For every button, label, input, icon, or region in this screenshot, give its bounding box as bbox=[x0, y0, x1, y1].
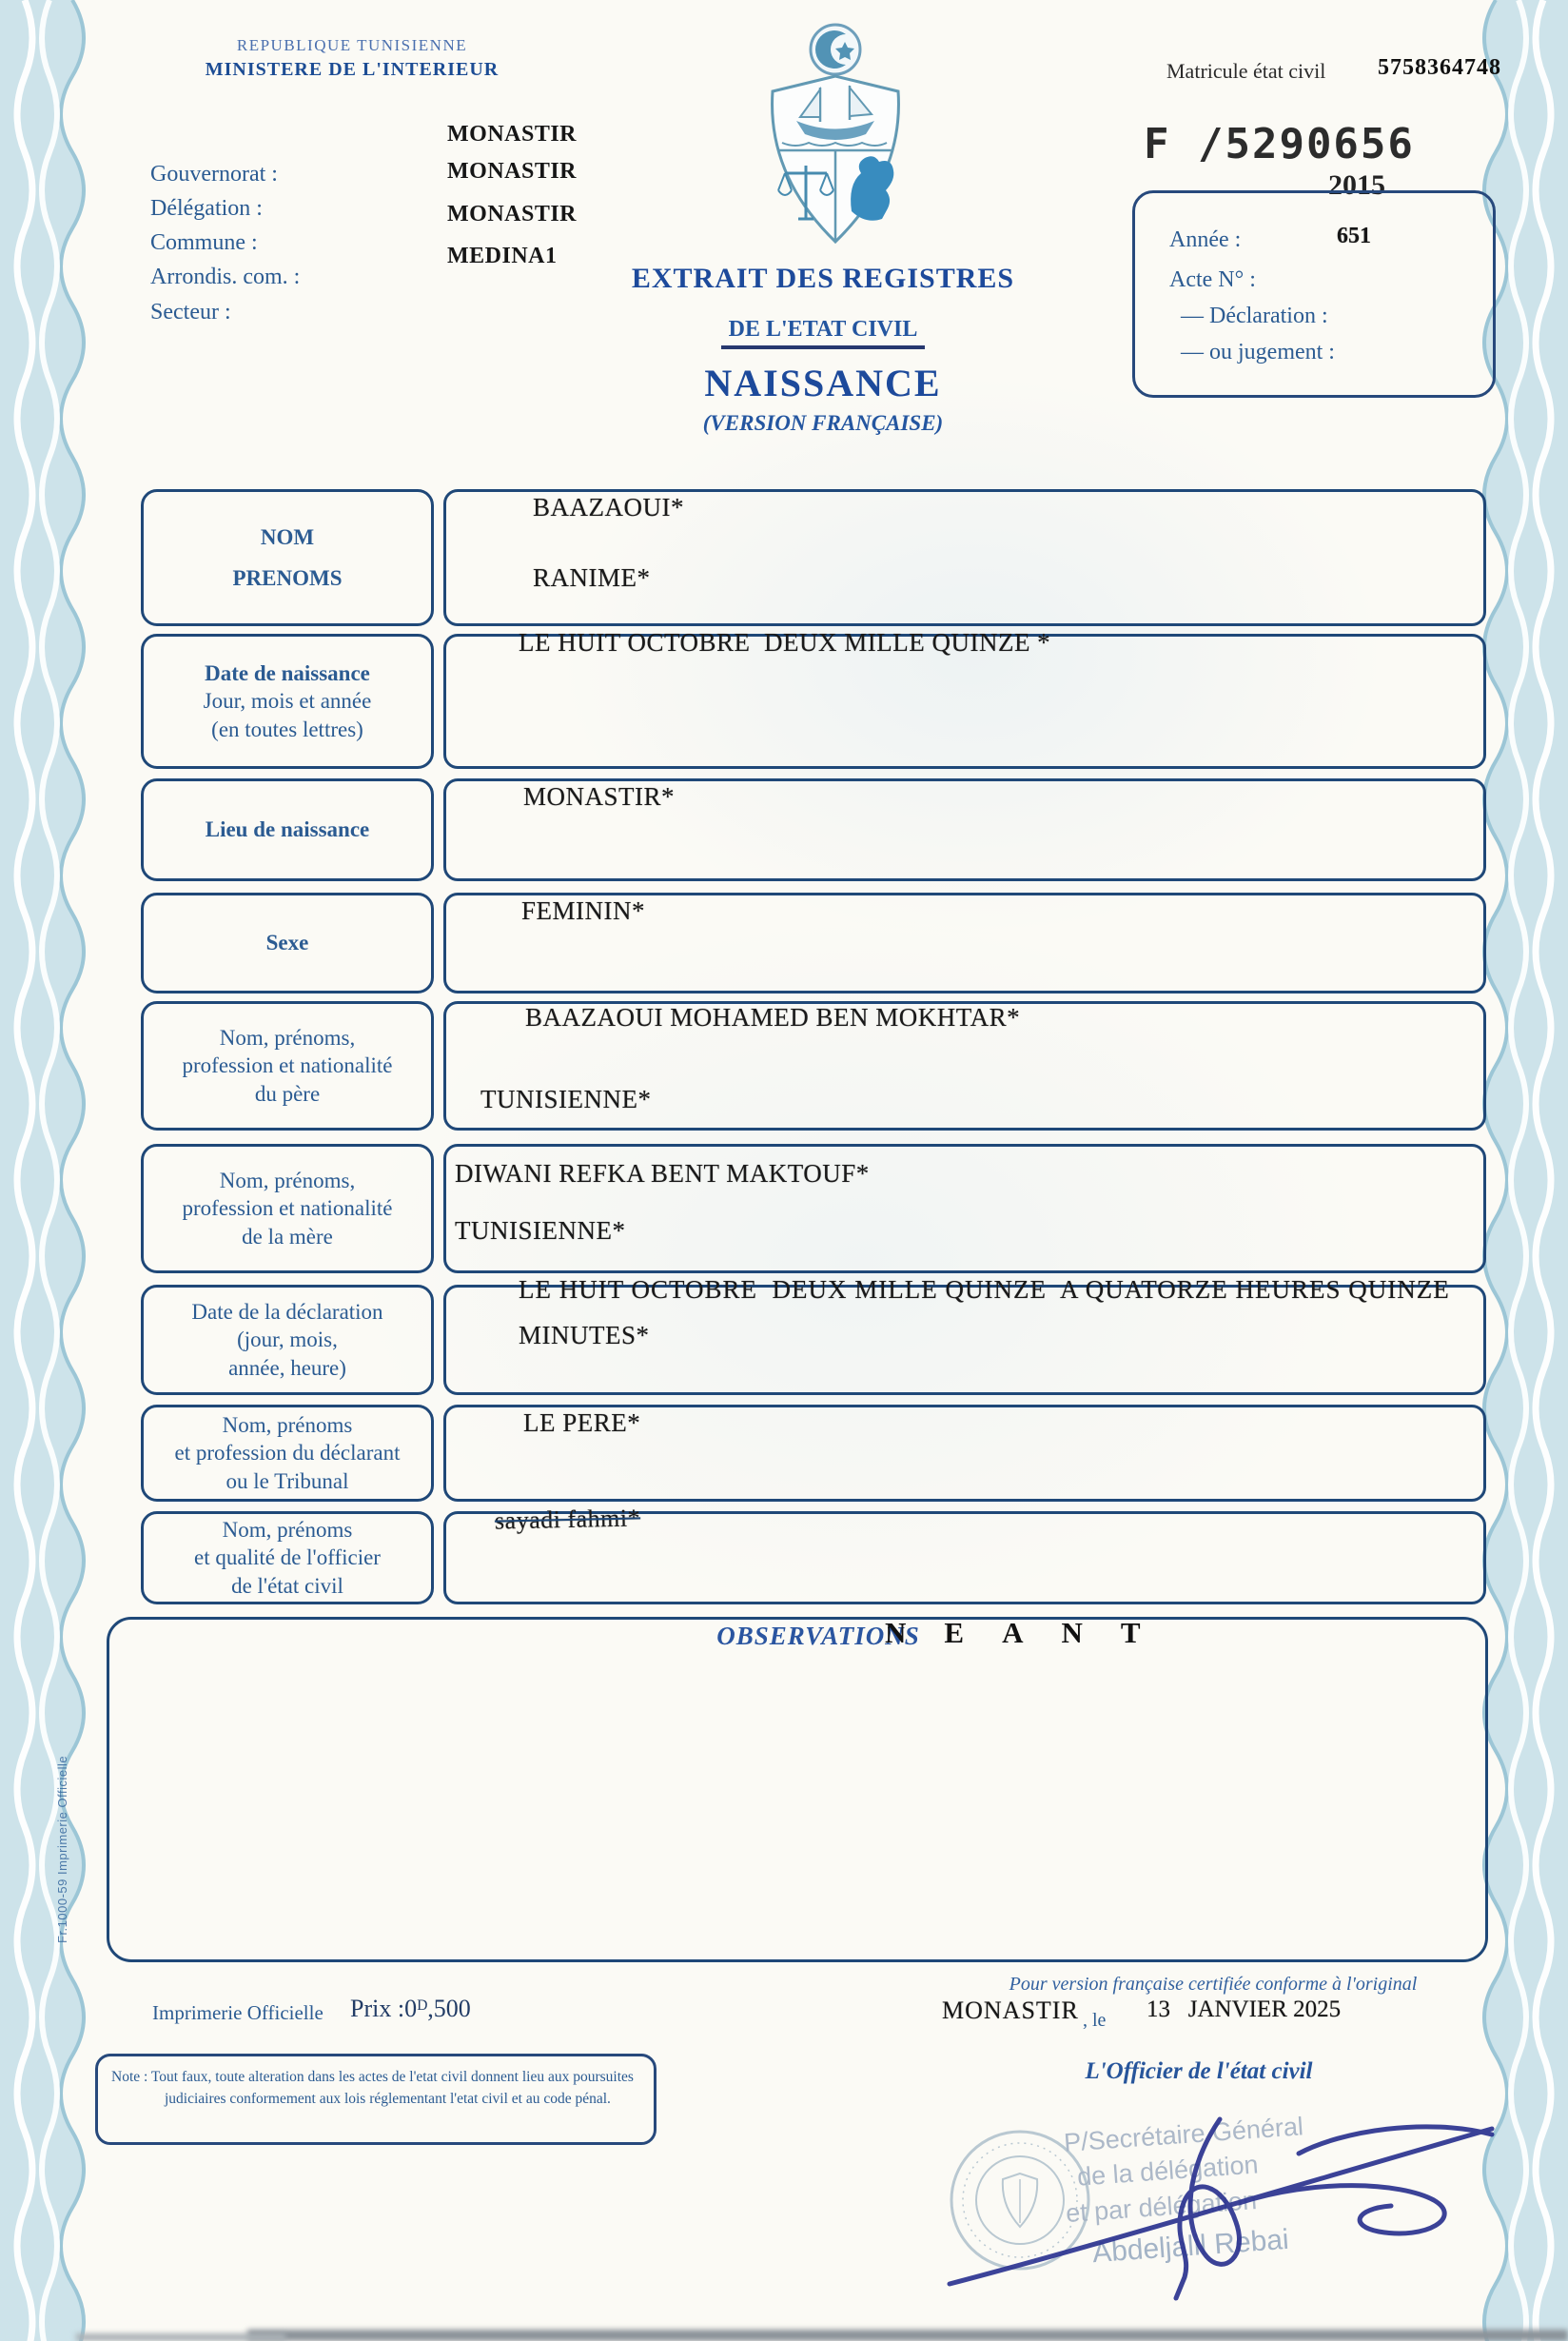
label-line: du père bbox=[254, 1081, 321, 1106]
certification-note: Pour version française certifiée conforme à l'original bbox=[1009, 1974, 1418, 1995]
stamped-value-date-naissance: LE HUIT OCTOBRE DEUX MILLE QUINZE * bbox=[519, 628, 1051, 657]
officer-title: L'Officier de l'état civil bbox=[1085, 2058, 1313, 2084]
delegation-value: MONASTIR bbox=[447, 159, 578, 184]
label-line: Nom, prénoms, bbox=[219, 1168, 356, 1192]
stamped-value-date-declaration-2: MINUTES* bbox=[519, 1321, 650, 1349]
field-label-date-declaration bbox=[141, 1285, 434, 1395]
label-line: Nom, prénoms bbox=[222, 1412, 353, 1437]
label-line: Date de naissance bbox=[205, 660, 370, 685]
label-line: Lieu de naissance bbox=[205, 817, 370, 842]
place-stamp: MONASTIR bbox=[942, 1997, 1079, 2024]
document-title-block bbox=[542, 263, 1104, 436]
arrondissement-label: Arrondis. com. : bbox=[150, 265, 301, 289]
scan-edge-artifact bbox=[76, 2333, 285, 2341]
label-line: profession et nationalité bbox=[182, 1196, 393, 1221]
legal-note-text: Note : Tout faux, toute alteration dans les actes de l'etat civil donnent lieu aux poursuites judiciaires conformement aux lois réglementant l'etat civil et au code pénal. bbox=[111, 2069, 634, 2108]
stamped-value-mere-nationalite: TUNISIENNE* bbox=[455, 1216, 626, 1245]
commune-value: MONASTIR bbox=[447, 202, 578, 226]
label-line: (en toutes lettres) bbox=[211, 717, 363, 741]
title-act-type: NAISSANCE bbox=[704, 362, 942, 404]
label-line: année, heure) bbox=[228, 1355, 346, 1380]
stamped-value-mere-nom: DIWANI REFKA BENT MAKTOUF* bbox=[455, 1159, 870, 1188]
stamped-value-date-declaration-1: LE HUIT OCTOBRE DEUX MILLE QUINZE A QUATORZE HEURES QUINZE bbox=[519, 1275, 1450, 1304]
acte-number-label: Acte N° : bbox=[1169, 267, 1256, 292]
stamp-text-line: P/Secrétaire Général bbox=[1063, 2112, 1304, 2157]
ministry-title: MINISTERE DE L'INTERIEUR bbox=[205, 59, 500, 80]
le-label: , le bbox=[1083, 2010, 1107, 2031]
serial-number-stamp: F /5290656 bbox=[1144, 120, 1415, 168]
field-label-declarant bbox=[141, 1405, 434, 1502]
label-line: Date de la déclaration bbox=[191, 1299, 383, 1324]
secteur-label: Secteur : bbox=[150, 300, 231, 325]
label-line: profession et nationalité bbox=[182, 1053, 393, 1078]
label-line: et qualité de l'officier bbox=[194, 1545, 381, 1570]
field-label-lieu-naissance bbox=[141, 778, 434, 881]
jugement-label: — ou jugement : bbox=[1181, 340, 1335, 364]
acte-number-box bbox=[1132, 190, 1496, 398]
matricule-label: Matricule état civil bbox=[1166, 59, 1326, 83]
republic-title: REPUBLIQUE TUNISIENNE bbox=[236, 36, 468, 54]
tunisia-coat-of-arms-icon bbox=[754, 23, 915, 246]
stamped-value-pere-nationalite: TUNISIENNE* bbox=[480, 1085, 652, 1113]
gouvernorat-label: Gouvernorat : bbox=[150, 162, 278, 187]
stamp-text-line: et par délégation bbox=[1065, 2186, 1258, 2228]
stamped-value-officier: sayadi fahmi* bbox=[494, 1504, 641, 1535]
field-label-sexe bbox=[141, 893, 434, 993]
annee-value: 651 bbox=[1337, 224, 1371, 248]
delegation-label: Délégation : bbox=[150, 196, 263, 221]
stamped-value-lieu-naissance: MONASTIR* bbox=[523, 782, 676, 811]
label-line: de l'état civil bbox=[231, 1573, 343, 1598]
label-line: Sexe bbox=[265, 931, 309, 955]
label-line: de la mère bbox=[242, 1224, 333, 1249]
field-label-pere bbox=[141, 1001, 434, 1131]
neant-stamp: NEANT bbox=[885, 1616, 1179, 1649]
serial-year-stamp: 2015 bbox=[1328, 169, 1385, 201]
observations-heading: OBSERVATIONS bbox=[716, 1622, 920, 1650]
commune-label: Commune : bbox=[150, 230, 258, 255]
legal-note-box bbox=[95, 2054, 657, 2145]
printer-side-code: Fr.1000-59 Imprimerie Officielle bbox=[55, 1755, 69, 1943]
handwritten-signature-icon bbox=[932, 2089, 1503, 2317]
label-line: (jour, mois, bbox=[237, 1328, 338, 1352]
label-line: ou le Tribunal bbox=[225, 1468, 349, 1493]
matricule-value: 5758364748 bbox=[1378, 55, 1501, 80]
label-line: PRENOMS bbox=[232, 566, 343, 590]
field-label-date-naissance bbox=[141, 634, 434, 769]
arrondissement-value: MEDINA1 bbox=[447, 244, 558, 268]
field-label-nom-prenoms bbox=[141, 489, 434, 626]
stamped-value-pere-nom: BAAZAOUI MOHAMED BEN MOKHTAR* bbox=[525, 1003, 1021, 1032]
label-line: Nom, prénoms, bbox=[219, 1025, 356, 1050]
stamp-signatory-name: Abdeljalil Rebai bbox=[1091, 2223, 1290, 2270]
label-line: Nom, prénoms bbox=[222, 1517, 353, 1542]
scan-edge-artifact bbox=[247, 2330, 1568, 2341]
stamp-text-line: de la délégation bbox=[1076, 2150, 1260, 2192]
stamped-value-declarant: LE PERE* bbox=[523, 1408, 641, 1437]
gouvernorat-value: MONASTIR bbox=[447, 122, 578, 147]
title-registry: EXTRAIT DES REGISTRES bbox=[631, 263, 1015, 294]
stamped-value-prenoms: RANIME* bbox=[533, 563, 651, 592]
stamped-value-sexe: FEMININ* bbox=[521, 896, 645, 925]
price-label: Prix :0ᴰ,500 bbox=[350, 1995, 471, 2022]
date-stamp: 13 JANVIER 2025 bbox=[1147, 1997, 1342, 2022]
label-line: et profession du déclarant bbox=[174, 1441, 401, 1466]
label-line: NOM bbox=[260, 524, 315, 549]
title-civil-status: DE L'ETAT CIVIL bbox=[721, 317, 926, 349]
declaration-label: — Déclaration : bbox=[1181, 304, 1328, 328]
printer-name: Imprimerie Officielle bbox=[152, 2001, 323, 2024]
label-line: Jour, mois et année bbox=[203, 689, 372, 714]
field-label-mere bbox=[141, 1144, 434, 1273]
title-version: (VERSION FRANÇAISE) bbox=[702, 411, 944, 435]
guilloche-border-left-icon bbox=[0, 0, 95, 2341]
field-label-officier bbox=[141, 1511, 434, 1604]
annee-label: Année : bbox=[1169, 227, 1242, 252]
observations-box bbox=[107, 1617, 1488, 1962]
stamped-value-nom: BAAZAOUI* bbox=[533, 493, 684, 521]
